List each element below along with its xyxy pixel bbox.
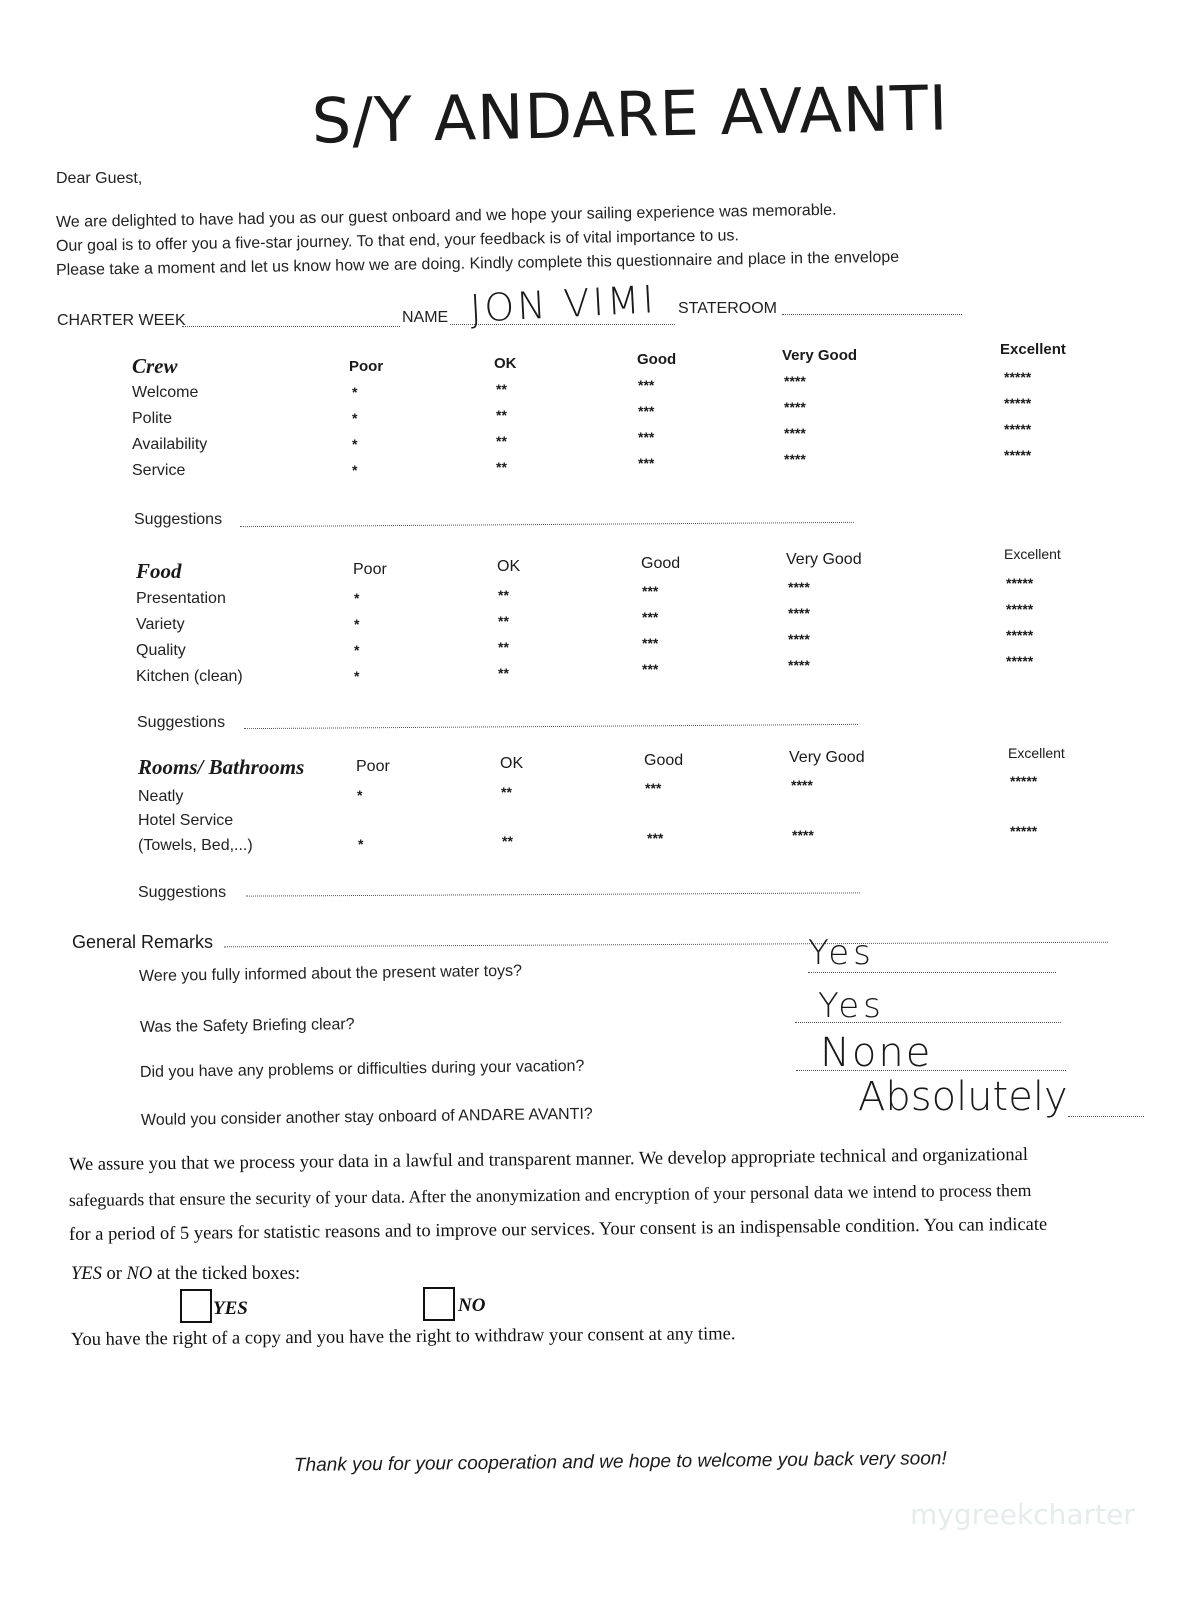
consent-yes-word: YES [71,1264,102,1284]
food-title: Food [136,559,182,583]
crew-col-poor: Poor [349,358,384,375]
food-presentation-ok[interactable]: ** [498,587,509,603]
rooms-col-ok: OK [500,755,524,772]
food-quality-very-good[interactable]: **** [788,631,810,647]
crew-availability-good[interactable]: *** [638,429,655,445]
food-presentation-excellent[interactable]: ***** [1006,575,1034,591]
rooms-col-good: Good [644,752,684,769]
consent-indicate-line [71,1264,300,1285]
crew-availability-ok[interactable]: ** [496,433,507,449]
charter-week-label: CHARTER WEEK [57,312,186,329]
food-presentation-poor[interactable]: * [354,590,360,606]
food-variety-excellent[interactable]: ***** [1006,601,1034,617]
crew-col-ok: OK [494,355,517,372]
food-item-variety: Variety [136,616,185,633]
answer-safety-briefing: Yes [818,986,885,1026]
consent-line-1: We assure you that we process your data in a lawful and transparent manner. We develop appropriate technical and organizational [68,1144,1029,1175]
stateroom-field[interactable] [782,314,962,315]
consent-or-word: or [101,1264,127,1284]
food-kitchen-poor[interactable]: * [354,668,360,684]
general-remarks-label: General Remarks [72,932,214,952]
food-item-kitchen: Kitchen (clean) [136,668,243,685]
food-col-excellent: Excellent [1004,546,1061,562]
crew-polite-good[interactable]: *** [638,403,655,419]
consent-no-label: NO [458,1295,486,1316]
rooms-col-excellent: Excellent [1008,745,1065,761]
crew-polite-ok[interactable]: ** [496,407,507,423]
intro-line-3: Please take a moment and let us know how we are doing. Kindly complete this questionnaire and place in the envelope [55,248,900,279]
consent-line-2: safeguards that ensure the security of your data. After the anonymization and encryption of your personal data we intend to process them [68,1179,1032,1210]
consent-no-checkbox[interactable] [423,1287,455,1321]
food-kitchen-good[interactable]: *** [642,661,659,677]
rooms-suggestions-label: Suggestions [138,884,227,901]
crew-service-ok[interactable]: ** [496,459,507,475]
food-quality-excellent[interactable]: ***** [1006,627,1034,643]
crew-welcome-very-good[interactable]: **** [784,373,806,389]
rooms-neatly-good[interactable]: *** [645,780,662,796]
food-col-poor: Poor [353,561,387,578]
crew-suggestions-label: Suggestions [134,511,223,528]
food-kitchen-excellent[interactable]: ***** [1006,653,1034,669]
crew-suggestions-field[interactable] [240,522,854,527]
crew-col-good: Good [637,351,677,368]
question-problems: Did you have any problems or difficulties during your vacation? [139,1057,585,1081]
rooms-suggestions-field[interactable] [246,892,860,896]
crew-item-availability: Availability [132,436,208,453]
rooms-neatly-poor[interactable]: * [357,787,363,803]
food-quality-good[interactable]: *** [642,635,659,651]
greeting: Dear Guest, [56,170,143,187]
answer-another-stay: Absolutely [858,1074,1068,1120]
rooms-item-hotel-service: Hotel Service [138,812,234,829]
answer-water-toys: Yes [808,933,875,973]
crew-availability-poor[interactable]: * [352,436,358,452]
food-variety-very-good[interactable]: **** [788,605,810,621]
crew-polite-poor[interactable]: * [352,410,358,426]
crew-welcome-ok[interactable]: ** [496,381,507,397]
answer-line-another-stay[interactable] [1068,1116,1144,1117]
food-kitchen-very-good[interactable]: **** [788,657,810,673]
crew-service-good[interactable]: *** [638,455,655,471]
crew-service-very-good[interactable]: **** [784,451,806,467]
food-item-quality: Quality [136,642,186,659]
rooms-neatly-excellent[interactable]: ***** [1010,773,1038,789]
rooms-item-neatly: Neatly [138,788,184,805]
food-kitchen-ok[interactable]: ** [498,665,509,681]
food-quality-ok[interactable]: ** [498,639,509,655]
general-remarks-field[interactable] [224,942,1108,948]
food-item-presentation: Presentation [136,590,226,607]
food-col-good: Good [641,555,681,572]
consent-no-word: NO [126,1264,153,1284]
crew-welcome-poor[interactable]: * [352,384,358,400]
question-safety-briefing: Was the Safety Briefing clear? [139,1016,355,1036]
consent-rights: You have the right of a copy and you have the right to withdraw your consent at any time. [70,1324,736,1350]
food-presentation-good[interactable]: *** [642,583,659,599]
crew-availability-excellent[interactable]: ***** [1004,421,1032,437]
crew-polite-very-good[interactable]: **** [784,399,806,415]
crew-item-polite: Polite [132,410,173,427]
question-another-stay: Would you consider another stay onboard of ANDARE AVANTI? [140,1105,593,1129]
charter-week-field[interactable] [182,326,400,327]
food-quality-poor[interactable]: * [354,642,360,658]
crew-col-very-good: Very Good [782,347,858,364]
crew-service-poor[interactable]: * [352,462,358,478]
stateroom-label: STATEROOM [678,300,777,317]
crew-service-excellent[interactable]: ***** [1004,447,1032,463]
rooms-col-very-good: Very Good [789,749,865,766]
crew-polite-excellent[interactable]: ***** [1004,395,1032,411]
food-presentation-very-good[interactable]: **** [788,579,810,595]
rooms-col-poor: Poor [356,758,390,775]
rooms-hotel-ok[interactable]: ** [502,833,513,849]
crew-col-excellent: Excellent [1000,341,1066,358]
food-suggestions-field[interactable] [244,724,858,729]
rooms-hotel-excellent[interactable]: ***** [1010,823,1038,839]
crew-welcome-good[interactable]: *** [638,377,655,393]
rooms-hotel-good[interactable]: *** [647,830,664,846]
intro-line-2: Our goal is to offer you a five-star journey. To that end, your feedback is of vital importance to us. [55,227,740,255]
rooms-item-towels-bed: (Towels, Bed,...) [138,837,253,854]
rooms-neatly-ok[interactable]: ** [501,784,512,800]
name-label: NAME [402,309,449,326]
food-variety-ok[interactable]: ** [498,613,509,629]
food-col-ok: OK [497,558,521,575]
consent-yes-label: YES [213,1298,248,1319]
rooms-hotel-very-good[interactable]: **** [792,827,814,843]
food-variety-good[interactable]: *** [642,609,659,625]
rooms-title: Rooms/ Bathrooms [138,755,305,779]
watermark-logo: mygreekcharter [910,1498,1135,1531]
food-col-very-good: Very Good [786,551,862,568]
consent-line-3: for a period of 5 years for statistic reasons and to improve our services. Your consent is an indispensable condition. You can indicate [68,1214,1048,1245]
question-water-toys: Were you fully informed about the present water toys? [138,962,523,985]
rooms-hotel-poor[interactable]: * [358,836,364,852]
food-variety-poor[interactable]: * [354,616,360,632]
crew-availability-very-good[interactable]: **** [784,425,806,441]
thank-you-note: Thank you for your cooperation and we hope to welcome you back very soon! [293,1448,947,1476]
answer-problems: None [820,1030,933,1076]
crew-title: Crew [132,354,178,378]
rooms-neatly-very-good[interactable]: **** [791,777,813,793]
crew-item-service: Service [132,462,186,479]
document-title: S/Y ANDARE AVANTI [311,71,949,158]
food-suggestions-label: Suggestions [137,714,226,731]
intro-line-1: We are delighted to have had you as our guest onboard and we hope your sailing experience was memorable. [55,201,837,231]
crew-welcome-excellent[interactable]: ***** [1004,369,1032,385]
consent-ticked-suffix: at the ticked boxes: [152,1264,301,1284]
name-handwritten-value: JON VIMI [468,277,658,331]
crew-item-welcome: Welcome [132,384,199,401]
